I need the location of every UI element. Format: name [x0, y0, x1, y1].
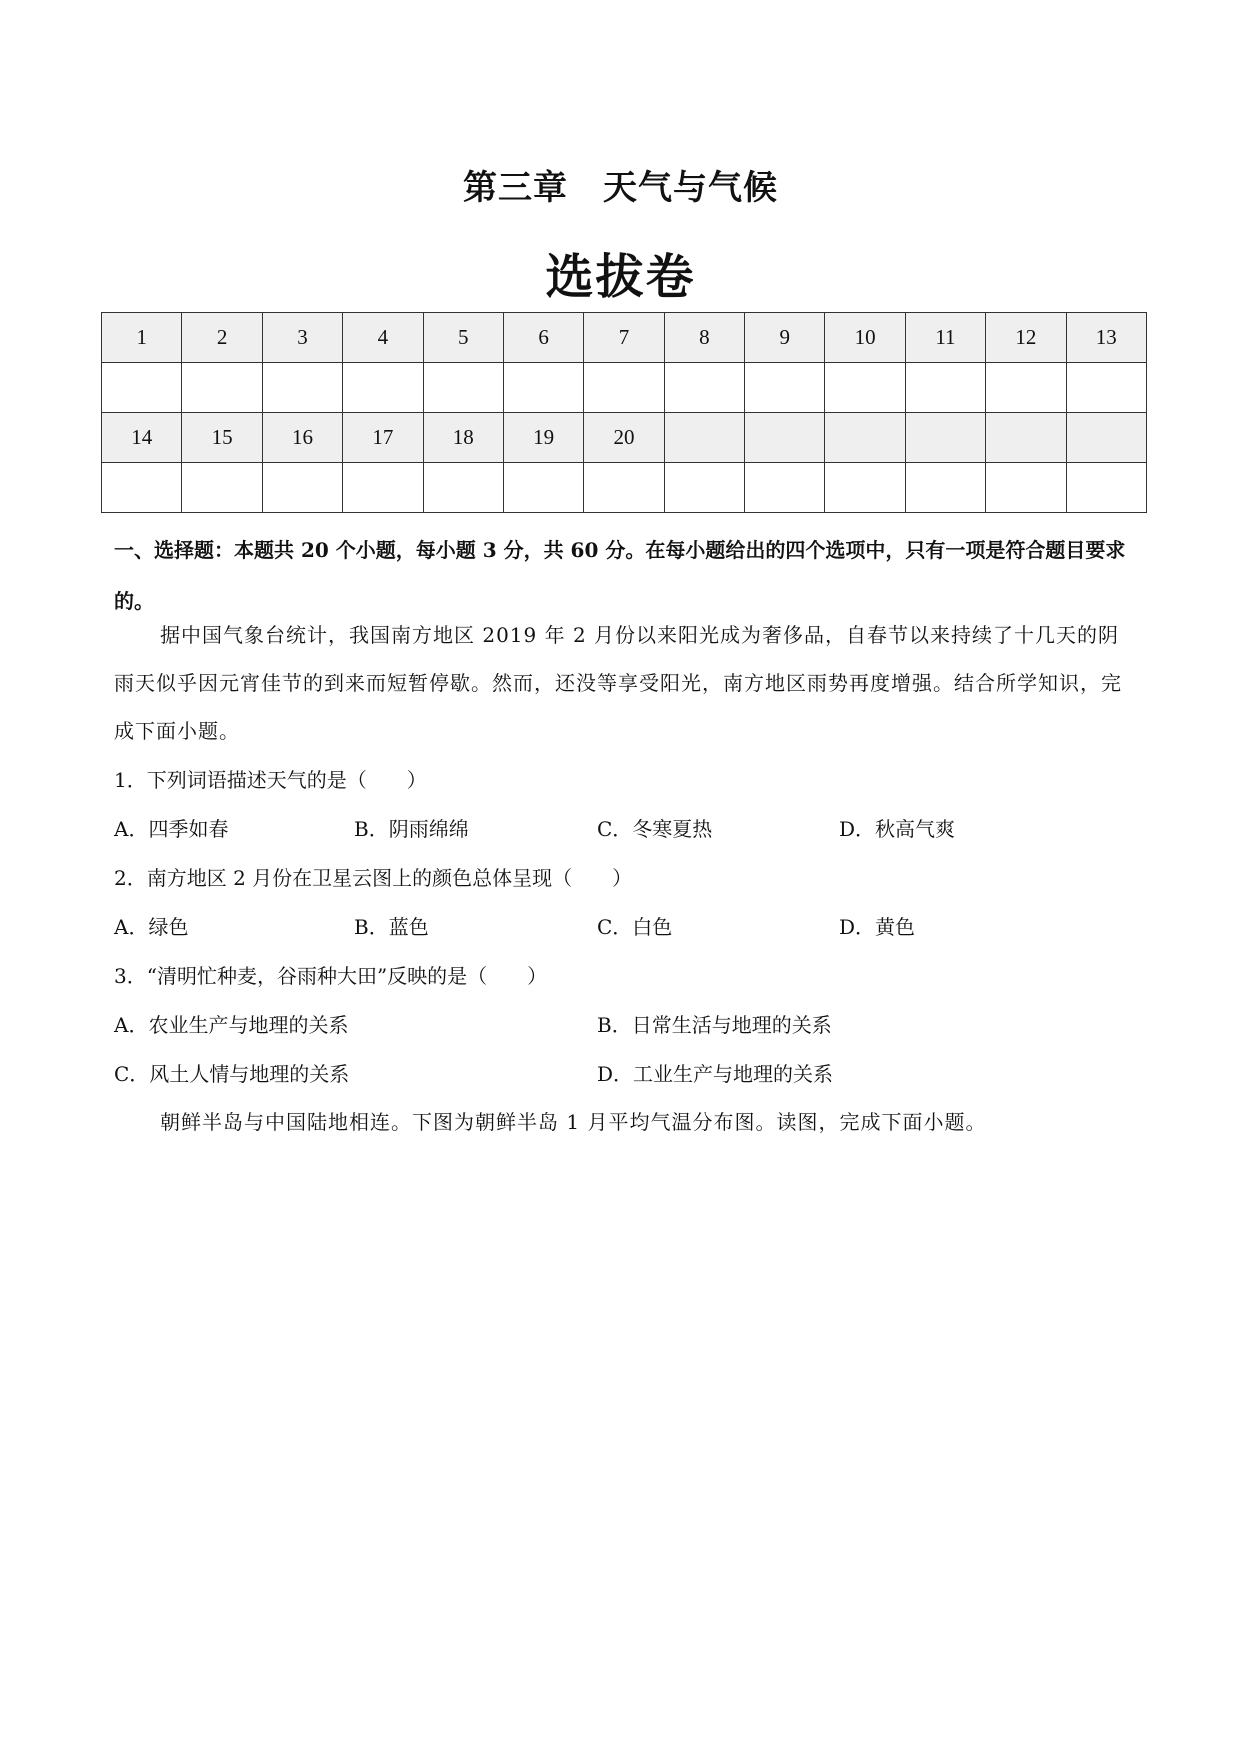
answer-table-cell: 3	[262, 313, 342, 363]
answer-table-cell[interactable]	[503, 363, 583, 413]
document-title: 第三章 天气与气候	[463, 168, 778, 208]
question-2-option-d: D．黄色	[839, 915, 916, 939]
answer-table-cell[interactable]	[986, 463, 1066, 513]
answer-table-cell: 2	[182, 313, 262, 363]
answer-table-cell[interactable]	[182, 363, 262, 413]
answer-table-cell[interactable]	[182, 463, 262, 513]
question-1-option-d: D．秋高气爽	[839, 817, 956, 841]
answer-table-cell[interactable]	[343, 463, 423, 513]
question-3-option-b: B．日常生活与地理的关系	[597, 1013, 832, 1037]
answer-table-cell[interactable]	[503, 463, 583, 513]
answer-table-cell: 7	[584, 313, 664, 363]
answer-table-cell[interactable]	[986, 363, 1066, 413]
answer-table-cell: 12	[986, 313, 1066, 363]
answer-table-cell: 6	[503, 313, 583, 363]
answer-table-cell[interactable]	[664, 463, 744, 513]
question-1-stem: 1．下列词语描述天气的是（ ）	[114, 768, 427, 792]
answer-table-cell[interactable]	[262, 363, 342, 413]
answer-table-cell: 5	[423, 313, 503, 363]
answer-table-cell	[825, 413, 905, 463]
answer-table-cell	[905, 413, 985, 463]
answer-table-cell[interactable]	[745, 463, 825, 513]
reading-passage-2: 朝鲜半岛与中国陆地相连。下图为朝鲜半岛 1 月平均气温分布图。读图，完成下面小题。	[160, 1110, 987, 1134]
question-2-option-a: A．绿色	[114, 915, 189, 939]
answer-table-cell[interactable]	[423, 463, 503, 513]
answer-table-cell[interactable]	[343, 363, 423, 413]
answer-table-cell: 10	[825, 313, 905, 363]
answer-table-cell	[664, 413, 744, 463]
answer-table-cell: 1	[102, 313, 182, 363]
question-1-option-c: C．冬寒夏热	[597, 817, 713, 841]
question-1-option-a: A．四季如春	[114, 817, 229, 841]
document-subtitle: 选拔卷	[545, 249, 696, 305]
answer-table-blank-row	[102, 363, 1147, 413]
answer-table-cell[interactable]	[664, 363, 744, 413]
answer-table-cell[interactable]	[584, 463, 664, 513]
answer-table-cell[interactable]	[1066, 363, 1147, 413]
answer-table-cell[interactable]	[1066, 463, 1147, 513]
answer-table-cell[interactable]	[905, 363, 985, 413]
question-1-option-b: B．阴雨绵绵	[354, 817, 469, 841]
answer-table-cell[interactable]	[102, 463, 182, 513]
answer-table-number-row	[102, 413, 1147, 463]
section-heading: 一、选择题：本题共 20 个小题，每小题 3 分，共 60 分。在每小题给出的四个选项中，只有一项是符合题目要求的。	[114, 538, 1126, 613]
answer-table-cell[interactable]	[745, 363, 825, 413]
answer-table-cell	[986, 413, 1066, 463]
answer-table-cell	[745, 413, 825, 463]
answer-table-cell: 14	[102, 413, 182, 463]
answer-table-cell: 15	[182, 413, 262, 463]
answer-table-cell: 9	[745, 313, 825, 363]
answer-table-cell[interactable]	[825, 463, 905, 513]
answer-table-number-row	[102, 313, 1147, 363]
answer-table-cell[interactable]	[423, 363, 503, 413]
reading-passage-1: 据中国气象台统计，我国南方地区 2019 年 2 月份以来阳光成为奢侈品，自春节以来持续了十几天的阴雨天似乎因元宵佳节的到来而短暂停歇。然而，还没等享受阳光，南方地区雨势再度增强。结合所学知识，完成下面小题。	[114, 623, 1122, 743]
answer-table-cell[interactable]	[905, 463, 985, 513]
question-2-stem: 2．南方地区 2 月份在卫星云图上的颜色总体呈现（ ）	[114, 866, 633, 890]
answer-table-cell: 18	[423, 413, 503, 463]
answer-table-cell[interactable]	[584, 363, 664, 413]
answer-table-cell: 11	[905, 313, 985, 363]
question-3-option-c: C．风土人情与地理的关系	[114, 1062, 350, 1086]
question-2-option-b: B．蓝色	[354, 915, 429, 939]
question-2-option-c: C．白色	[597, 915, 673, 939]
question-3-option-a: A．农业生产与地理的关系	[114, 1013, 349, 1037]
answer-table-cell[interactable]	[825, 363, 905, 413]
answer-table-blank-row	[102, 463, 1147, 513]
answer-table-cell: 8	[664, 313, 744, 363]
answer-table-cell: 17	[343, 413, 423, 463]
answer-table-cell: 19	[503, 413, 583, 463]
answer-table-cell: 13	[1066, 313, 1147, 363]
question-3-option-d: D．工业生产与地理的关系	[597, 1062, 834, 1086]
answer-table-cell: 16	[262, 413, 342, 463]
answer-table-cell[interactable]	[102, 363, 182, 413]
answer-table	[101, 312, 1147, 513]
answer-table-cell[interactable]	[262, 463, 342, 513]
answer-table-cell	[1066, 413, 1147, 463]
answer-table-cell: 20	[584, 413, 664, 463]
question-3-stem: 3．“清明忙种麦，谷雨种大田”反映的是（ ）	[114, 964, 548, 988]
answer-table-cell: 4	[343, 313, 423, 363]
